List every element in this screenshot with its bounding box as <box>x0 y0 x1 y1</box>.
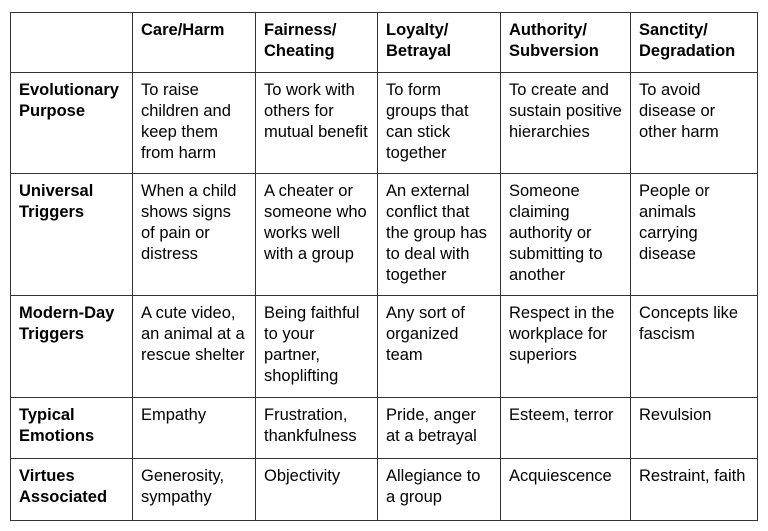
header-row <box>11 13 758 73</box>
table-cell: An external conflict that the group has to deal with together <box>378 174 501 296</box>
row-header-modern-day-triggers: Modern-Day Triggers <box>11 296 133 398</box>
row-header-typical-emotions: Typical Emotions <box>11 398 133 459</box>
table-cell: Respect in the workplace for superiors <box>501 296 631 398</box>
table-cell: Acquiescence <box>501 459 631 521</box>
row-header-evolutionary-purpose: Evolutionary Purpose <box>11 73 133 174</box>
table-cell: To avoid disease or other harm <box>631 73 758 174</box>
table-cell: Generosity, sympathy <box>133 459 256 521</box>
table-row <box>11 174 758 296</box>
table-cell: To raise children and keep them from harm <box>133 73 256 174</box>
table-cell: A cheater or someone who works well with a group <box>256 174 378 296</box>
table-cell: Frustration, thankfulness <box>256 398 378 459</box>
table-row <box>11 459 758 521</box>
row-header-universal-triggers: Universal Triggers <box>11 174 133 296</box>
table-cell: Restraint, faith <box>631 459 758 521</box>
table-row <box>11 296 758 398</box>
table-cell: To work with others for mutual benefit <box>256 73 378 174</box>
column-header-fairness-cheating: Fairness/ Cheating <box>256 13 378 73</box>
column-header-sanctity-degradation: Sanctity/ Degradation <box>631 13 758 73</box>
column-header-care-harm: Care/Harm <box>133 13 256 73</box>
table-row <box>11 398 758 459</box>
column-header-authority-subversion: Authority/ Subversion <box>501 13 631 73</box>
table-cell: People or animals carrying disease <box>631 174 758 296</box>
table-cell: Empathy <box>133 398 256 459</box>
table-cell: To form groups that can stick together <box>378 73 501 174</box>
corner-cell <box>11 13 133 73</box>
row-header-virtues-associated: Virtues Associated <box>11 459 133 521</box>
table-cell: Being faithful to your partner, shoplifting <box>256 296 378 398</box>
table-cell: To create and sustain positive hierarchies <box>501 73 631 174</box>
table-cell: Any sort of organized team <box>378 296 501 398</box>
moral-foundations-table <box>10 12 758 521</box>
table-cell: Esteem, terror <box>501 398 631 459</box>
table-row <box>11 73 758 174</box>
table-cell: Revulsion <box>631 398 758 459</box>
table-cell: Someone claiming authority or submitting to another <box>501 174 631 296</box>
table-cell: When a child shows signs of pain or distress <box>133 174 256 296</box>
table-cell: Concepts like fascism <box>631 296 758 398</box>
table-cell: Pride, anger at a betrayal <box>378 398 501 459</box>
column-header-loyalty-betrayal: Loyalty/ Betrayal <box>378 13 501 73</box>
table-cell: Allegiance to a group <box>378 459 501 521</box>
table-cell: Objectivity <box>256 459 378 521</box>
table-cell: A cute video, an animal at a rescue shelter <box>133 296 256 398</box>
